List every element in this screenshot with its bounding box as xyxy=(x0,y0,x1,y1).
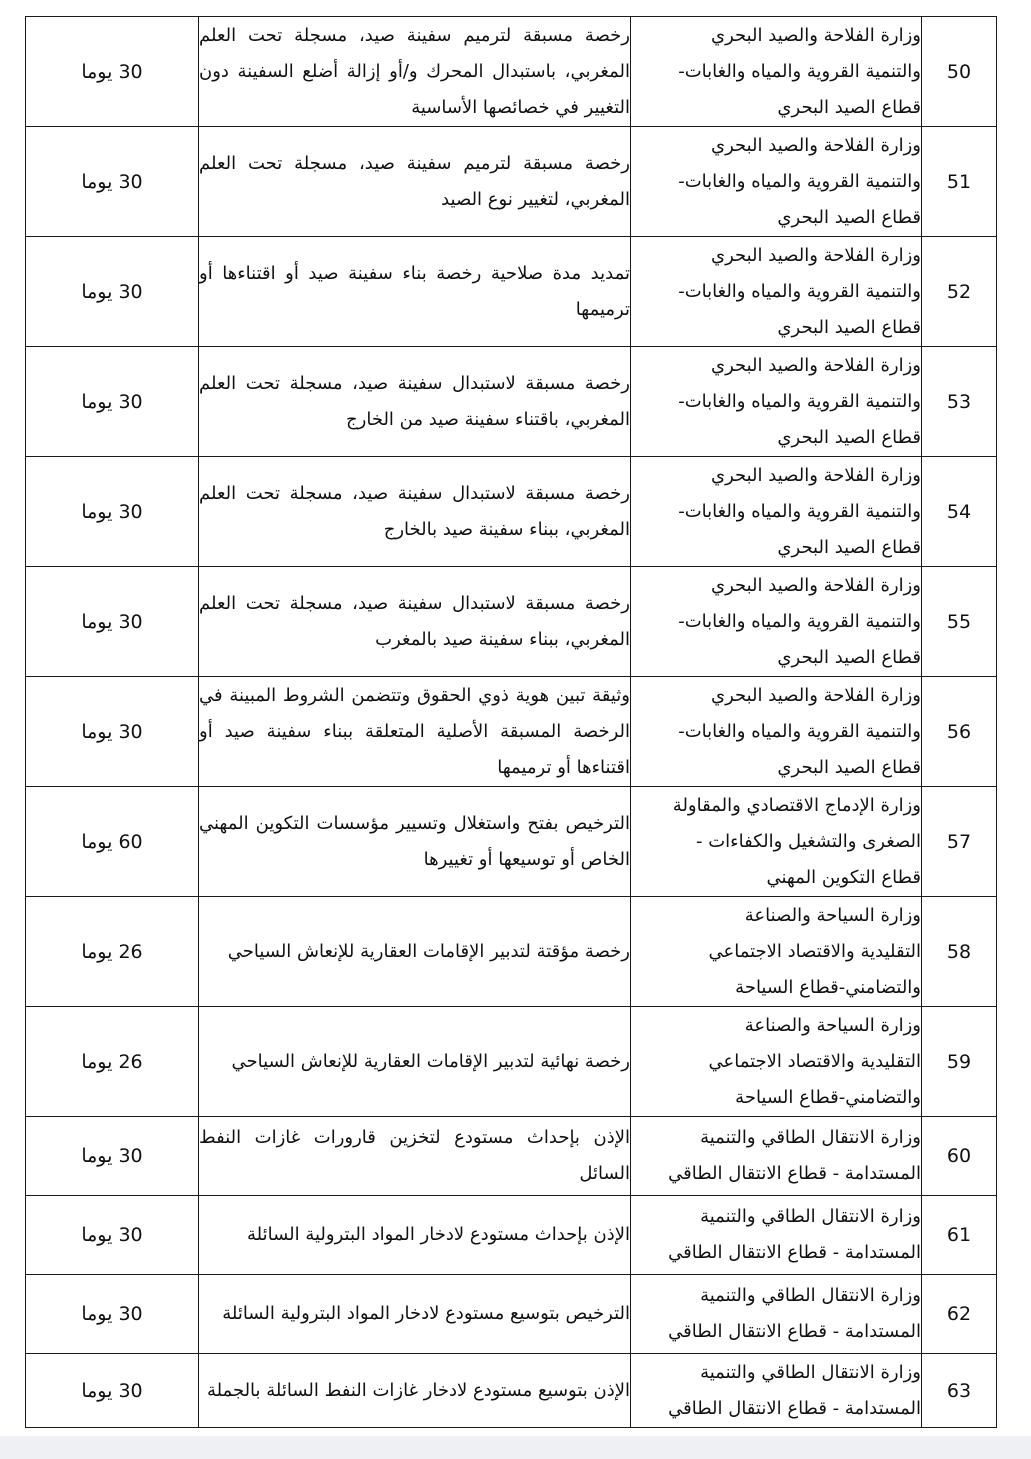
table-row xyxy=(26,677,997,787)
duration-cell: 30 يوما xyxy=(26,17,199,127)
row-number: 52 xyxy=(922,237,997,347)
row-number: 57 xyxy=(922,787,997,897)
description-cell: رخصة نهائية لتدبير الإقامات العقارية للإنعاش السياحي xyxy=(199,1007,631,1117)
duration-cell: 26 يوما xyxy=(26,897,199,1007)
ministry-cell: وزارة الانتقال الطاقي والتنمية المستدامة - قطاع الانتقال الطاقي xyxy=(631,1354,922,1428)
ministry-cell: وزارة الفلاحة والصيد البحري والتنمية القروية والمياه والغابات- قطاع الصيد البحري xyxy=(631,127,922,237)
procedures-table xyxy=(25,16,997,1428)
table-row xyxy=(26,127,997,237)
page-bottom-margin xyxy=(0,1436,1031,1459)
row-number: 51 xyxy=(922,127,997,237)
duration-cell: 30 يوما xyxy=(26,127,199,237)
table-row xyxy=(26,17,997,127)
ministry-cell: وزارة السياحة والصناعة التقليدية والاقتصاد الاجتماعي والتضامني-قطاع السياحة xyxy=(631,897,922,1007)
row-number: 61 xyxy=(922,1196,997,1275)
duration-cell: 30 يوما xyxy=(26,457,199,567)
duration-cell: 30 يوما xyxy=(26,677,199,787)
table-row xyxy=(26,347,997,457)
description-cell: الإذن بإحداث مستودع لادخار المواد البترولية السائلة xyxy=(199,1196,631,1275)
table-row xyxy=(26,567,997,677)
table-row xyxy=(26,897,997,1007)
description-cell: الإذن بإحداث مستودع لتخزين قارورات غازات النفط السائل xyxy=(199,1117,631,1196)
table-row xyxy=(26,1196,997,1275)
table-row xyxy=(26,1007,997,1117)
ministry-cell: وزارة الانتقال الطاقي والتنمية المستدامة - قطاع الانتقال الطاقي xyxy=(631,1196,922,1275)
ministry-cell: وزارة الانتقال الطاقي والتنمية المستدامة - قطاع الانتقال الطاقي xyxy=(631,1117,922,1196)
description-cell: رخصة مسبقة لترميم سفينة صيد، مسجلة تحت العلم المغربي، لتغيير نوع الصيد xyxy=(199,127,631,237)
ministry-cell: وزارة الفلاحة والصيد البحري والتنمية القروية والمياه والغابات- قطاع الصيد البحري xyxy=(631,347,922,457)
description-cell: تمديد مدة صلاحية رخصة بناء سفينة صيد أو اقتناءها أو ترميمها xyxy=(199,237,631,347)
table-row xyxy=(26,237,997,347)
ministry-cell: وزارة الإدماج الاقتصادي والمقاولة الصغرى والتشغيل والكفاءات - قطاع التكوين المهني xyxy=(631,787,922,897)
description-cell: الترخيص بفتح واستغلال وتسيير مؤسسات التكوين المهني الخاص أو توسيعها أو تغييرها xyxy=(199,787,631,897)
ministry-cell: وزارة الفلاحة والصيد البحري والتنمية القروية والمياه والغابات- قطاع الصيد البحري xyxy=(631,237,922,347)
table-row xyxy=(26,1354,997,1428)
row-number: 62 xyxy=(922,1275,997,1354)
row-number: 60 xyxy=(922,1117,997,1196)
duration-cell: 26 يوما xyxy=(26,1007,199,1117)
duration-cell: 60 يوما xyxy=(26,787,199,897)
duration-cell: 30 يوما xyxy=(26,567,199,677)
row-number: 63 xyxy=(922,1354,997,1428)
duration-cell: 30 يوما xyxy=(26,1117,199,1196)
description-cell: رخصة مسبقة لترميم سفينة صيد، مسجلة تحت العلم المغربي، باستبدال المحرك و/أو إزالة أضلع السفينة دون التغيير في خصائصها الأساسية xyxy=(199,17,631,127)
row-number: 58 xyxy=(922,897,997,1007)
description-cell: وثيقة تبين هوية ذوي الحقوق وتتضمن الشروط المبينة في الرخصة المسبقة الأصلية المتعلقة ببناء سفينة صيد أو اقتناءها أو ترميمها xyxy=(199,677,631,787)
table-row xyxy=(26,1275,997,1354)
row-number: 53 xyxy=(922,347,997,457)
ministry-cell: وزارة الفلاحة والصيد البحري والتنمية القروية والمياه والغابات- قطاع الصيد البحري xyxy=(631,457,922,567)
description-cell: رخصة مسبقة لاستبدال سفينة صيد، مسجلة تحت العلم المغربي، ببناء سفينة صيد بالخارج xyxy=(199,457,631,567)
table-row xyxy=(26,787,997,897)
ministry-cell: وزارة السياحة والصناعة التقليدية والاقتصاد الاجتماعي والتضامني-قطاع السياحة xyxy=(631,1007,922,1117)
ministry-cell: وزارة الفلاحة والصيد البحري والتنمية القروية والمياه والغابات- قطاع الصيد البحري xyxy=(631,17,922,127)
duration-cell: 30 يوما xyxy=(26,347,199,457)
row-number: 56 xyxy=(922,677,997,787)
ministry-cell: وزارة الانتقال الطاقي والتنمية المستدامة - قطاع الانتقال الطاقي xyxy=(631,1275,922,1354)
duration-cell: 30 يوما xyxy=(26,1354,199,1428)
description-cell: رخصة مسبقة لاستبدال سفينة صيد، مسجلة تحت العلم المغربي، باقتناء سفينة صيد من الخارج xyxy=(199,347,631,457)
duration-cell: 30 يوما xyxy=(26,1275,199,1354)
table-row xyxy=(26,457,997,567)
row-number: 55 xyxy=(922,567,997,677)
ministry-cell: وزارة الفلاحة والصيد البحري والتنمية القروية والمياه والغابات- قطاع الصيد البحري xyxy=(631,567,922,677)
duration-cell: 30 يوما xyxy=(26,237,199,347)
row-number: 50 xyxy=(922,17,997,127)
description-cell: الترخيص بتوسيع مستودع لادخار المواد البترولية السائلة xyxy=(199,1275,631,1354)
ministry-cell: وزارة الفلاحة والصيد البحري والتنمية القروية والمياه والغابات- قطاع الصيد البحري xyxy=(631,677,922,787)
description-cell: رخصة مؤقتة لتدبير الإقامات العقارية للإنعاش السياحي xyxy=(199,897,631,1007)
description-cell: رخصة مسبقة لاستبدال سفينة صيد، مسجلة تحت العلم المغربي، ببناء سفينة صيد بالمغرب xyxy=(199,567,631,677)
row-number: 54 xyxy=(922,457,997,567)
description-cell: الإذن بتوسيع مستودع لادخار غازات النفط السائلة بالجملة xyxy=(199,1354,631,1428)
table-row xyxy=(26,1117,997,1196)
row-number: 59 xyxy=(922,1007,997,1117)
duration-cell: 30 يوما xyxy=(26,1196,199,1275)
